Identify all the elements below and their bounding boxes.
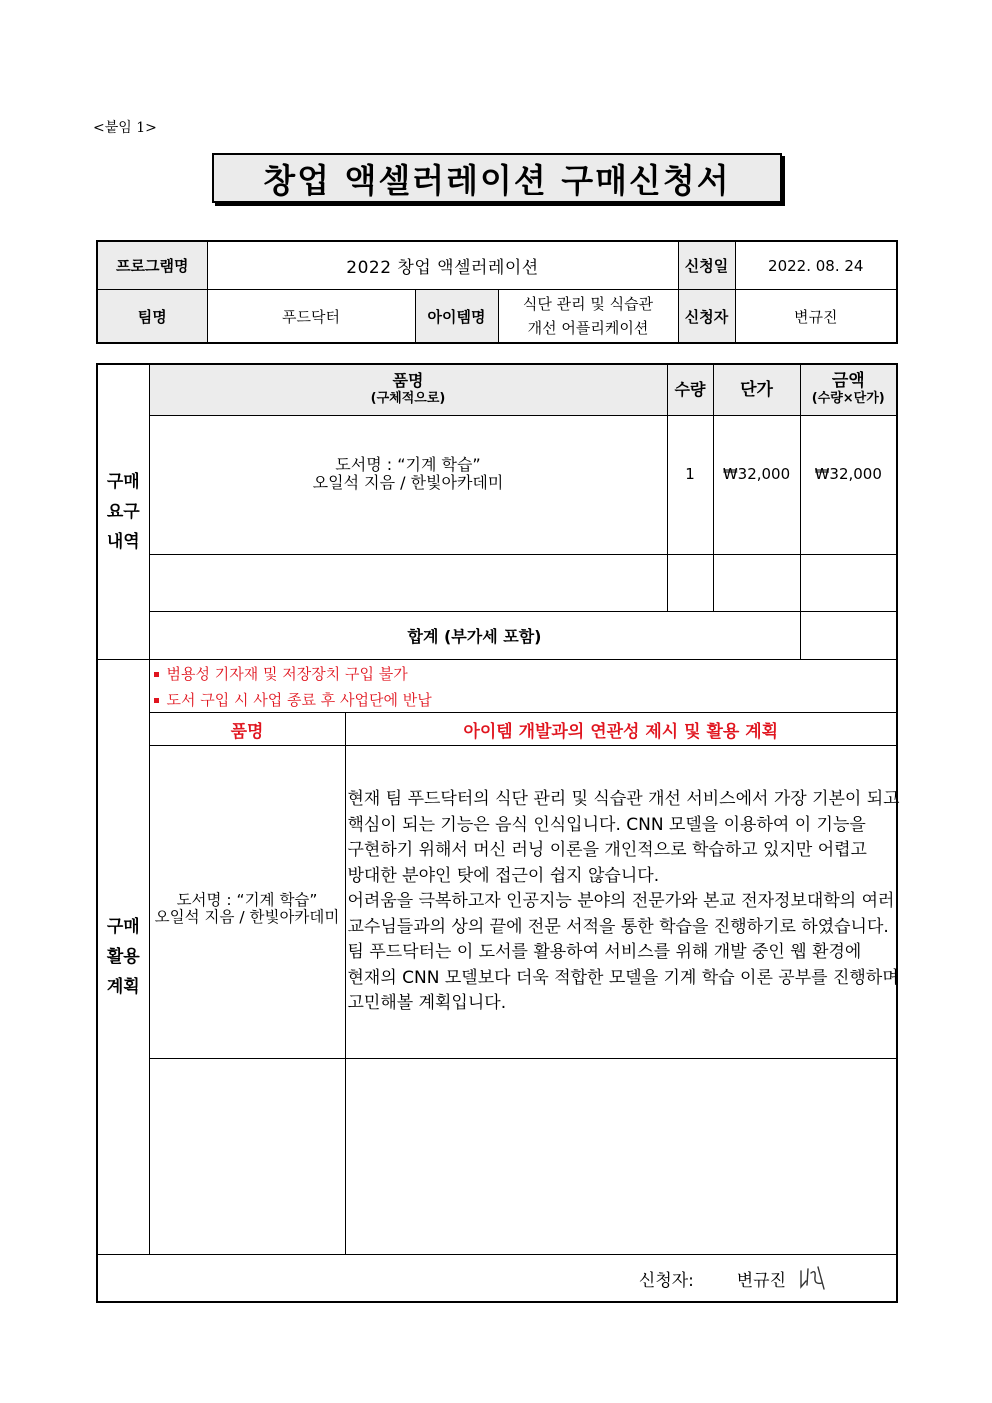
document-title-text: 창업 액셀러레이션 구매신청서 (263, 160, 731, 200)
empty-cell (713, 555, 800, 612)
plan-text-line: 팀 푸드닥터는 이 도서를 활용하여 서비스를 위해 개발 중인 웹 환경에 (347, 942, 862, 963)
request-section-label-3: 내역 (106, 532, 140, 552)
signature-mark-icon (796, 1263, 830, 1293)
signature-name: 변규진 (736, 1270, 786, 1291)
plan-text-line: 어려움을 극복하고자 인공지능 분야의 전문가와 본교 전자정보대학의 여러 (347, 891, 895, 912)
col-item-sublabel: (구체적으로) (370, 391, 446, 406)
request-section-label (97, 364, 149, 660)
notice-1-text: 범용성 기자재 및 저장장치 구입 불가 (166, 664, 408, 683)
notice-2 (149, 686, 897, 713)
notice-2-text: 도서 구입 시 사업 종료 후 사업단에 반납 (166, 690, 432, 709)
col-unit-price-header: 단가 (713, 364, 800, 416)
date-value: 2022. 08. 24 (735, 241, 897, 290)
notice-row (97, 660, 897, 687)
attachment-label: <붙임 1> (93, 120, 157, 136)
request-row (97, 416, 897, 555)
plan-text-cell (345, 746, 900, 1059)
plan-section-label (97, 660, 149, 1255)
bullet-square-icon (154, 698, 159, 703)
request-unit-price: ₩32,000 (713, 416, 800, 555)
plan-section-label-1: 구매 (106, 917, 140, 937)
col-item-header (149, 364, 667, 416)
request-amount: ₩32,000 (800, 416, 897, 555)
plan-section-label-3: 계획 (106, 977, 140, 997)
document-title (212, 153, 782, 203)
info-row-team (97, 290, 897, 344)
plan-item-cell (149, 746, 345, 1059)
date-label: 신청일 (678, 241, 735, 290)
team-label: 팀명 (97, 290, 207, 344)
empty-cell (149, 555, 667, 612)
col-amount-sublabel: (수량×단가) (811, 391, 885, 406)
notice-1 (149, 660, 897, 687)
empty-cell (149, 1059, 345, 1255)
empty-cell (345, 1059, 897, 1255)
info-table (96, 240, 898, 344)
request-item-line1: 도서명 : “기계 학습” (335, 455, 481, 474)
plan-text-line: 현재 팀 푸드닥터의 식단 관리 및 식습관 개선 서비스에서 가장 기본이 되고 (347, 789, 900, 810)
program-label: 프로그램명 (97, 241, 207, 290)
request-header-row (97, 364, 897, 416)
item-value-line1: 식단 관리 및 식습관 (522, 295, 654, 313)
total-label: 합계 (부가세 포함) (149, 612, 800, 660)
plan-text-line: 고민해볼 계획입니다. (347, 993, 507, 1014)
signature-row (97, 1255, 897, 1303)
signature-cell (97, 1255, 897, 1303)
request-section-label-2: 요구 (106, 502, 140, 522)
plan-item-line1: 도서명 : “기계 학습” (176, 891, 318, 909)
plan-item-line2: 오일석 지음 / 한빛아카데미 (154, 908, 340, 926)
team-value: 푸드닥터 (207, 290, 415, 344)
applicant-value: 변규진 (735, 290, 897, 344)
col-amount-header (800, 364, 897, 416)
plan-section-label-2: 활용 (106, 947, 140, 967)
program-value: 2022 창업 액셀러레이션 (207, 241, 678, 290)
request-item-cell (149, 416, 667, 555)
col-item-label: 품명 (392, 371, 424, 390)
empty-cell (667, 555, 713, 612)
plan-col-item-header: 품명 (149, 713, 345, 746)
applicant-label: 신청자 (678, 290, 735, 344)
plan-empty-row (97, 1059, 897, 1255)
plan-text-line: 구현하기 위해서 머신 러닝 이론을 개인적으로 학습하고 있지만 어렵고 (347, 840, 867, 861)
plan-header-row (97, 713, 897, 746)
info-row-program (97, 241, 897, 290)
total-row (97, 612, 897, 660)
item-value (498, 290, 678, 344)
item-value-line2: 개선 어플리케이션 (527, 319, 649, 337)
total-value (800, 612, 897, 660)
request-item-line2: 오일석 지음 / 한빛아카데미 (312, 473, 504, 492)
request-empty-row (97, 555, 897, 612)
purchase-table (96, 363, 898, 1303)
plan-text-line: 교수님들과의 상의 끝에 전문 서적을 통한 학습을 진행하기로 하였습니다. (347, 916, 889, 937)
plan-text-line: 핵심이 되는 기능은 음식 인식입니다. CNN 모델을 이용하여 이 기능을 (347, 814, 866, 835)
plan-text-line: 방대한 분야인 탓에 접근이 쉽지 않습니다. (347, 865, 660, 886)
empty-cell (800, 555, 897, 612)
notice-row (97, 686, 897, 713)
item-label: 아이템명 (415, 290, 498, 344)
request-section-label-1: 구매 (106, 472, 140, 492)
bullet-square-icon (154, 672, 159, 677)
plan-text-line: 현재의 CNN 모델보다 더욱 적합한 모델을 기계 학습 이론 공부를 진행하며 (347, 967, 899, 988)
col-qty-header: 수량 (667, 364, 713, 416)
col-amount-label: 금액 (831, 371, 865, 391)
signature-label: 신청자: (638, 1270, 694, 1291)
plan-row (97, 746, 897, 1059)
plan-col-plan-header: 아이템 개발과의 연관성 제시 및 활용 계획 (345, 713, 897, 746)
request-qty: 1 (667, 416, 713, 555)
plan-text (347, 787, 900, 1017)
